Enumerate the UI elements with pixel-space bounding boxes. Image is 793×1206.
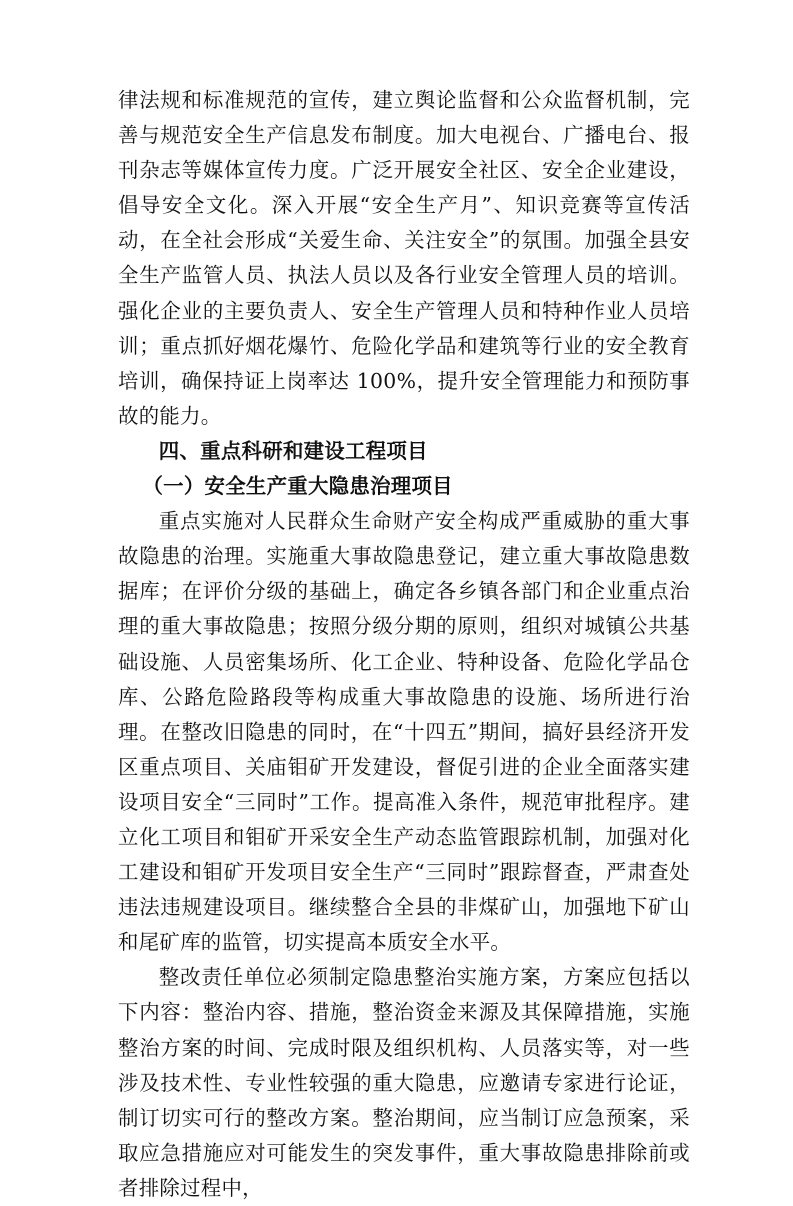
body-paragraph-publicity: 律法规和标准规范的宣传，建立舆论监督和公众监督机制，完善与规范安全生产信息发布制度。加大电视台、广播电台、报刊杂志等媒体宣传力度。广泛开展安全社区、安全企业建设，倡导安全文化。深入开展“安全生产月”、知识竞赛等宣传活动，在全社会形成“关爱生命、关注安全”的氛围。加强全县安全生产监管人员、执法人员以及各行业安全管理人员的培训。强化企业的主要负责人、安全生产管理人员和特种作业人员培训；重点抓好烟花爆竹、危险化学品和建筑等行业的安全教育培训，确保持证上岗率达 100%，提升安全管理能力和预防事故的能力。: [118, 88, 690, 428]
section-heading-key-projects: 四、重点科研和建设工程项目: [158, 438, 428, 463]
document-page: [118, 83, 690, 1206]
subsection-heading-hazard-governance: （一）安全生产重大隐患治理项目: [142, 474, 453, 499]
body-paragraph-rectification-plan: 整改责任单位必须制定隐患整治实施方案，方案应包括以下内容：整治内容、措施，整治资金来源及其保障措施，实施整治方案的时间、完成时限及组织机构、人员落实等，对一些涉及技术性、专业性较强的重大隐患，应邀请专家进行论证，制订切实可行的整改方案。整治期间，应当制订应急预案，采取应急措施应对可能发生的突发事件，重大事故隐患排除前或者排除过程中，: [118, 965, 690, 1200]
body-paragraph-hazard-governance: 重点实施对人民群众生命财产安全构成严重威胁的重大事故隐患的治理。实施重大事故隐患登记，建立重大事故隐患数据库；在评价分级的基础上，确定各乡镇各部门和企业重点治理的重大事故隐患；按照分级分期的原则，组织对城镇公共基础设施、人员密集场所、化工企业、特种设备、危险化学品仓库、公路危险路段等构成重大事故隐患的设施、场所进行治理。在整改旧隐患的同时，在“十四五”期间，搞好县经济开发区重点项目、关庙钼矿开发建设，督促引进的企业全面落实建设项目安全“三同时”工作。提高准入条件，规范审批程序。建立化工项目和钼矿开采安全生产动态监管跟踪机制，加强对化工建设和钼矿开发项目安全生产“三同时”跟踪督查，严肃查处违法违规建设项目。继续整合全县的非煤矿山，加强地下矿山和尾矿库的监管，切实提高本质安全水平。: [118, 509, 690, 955]
